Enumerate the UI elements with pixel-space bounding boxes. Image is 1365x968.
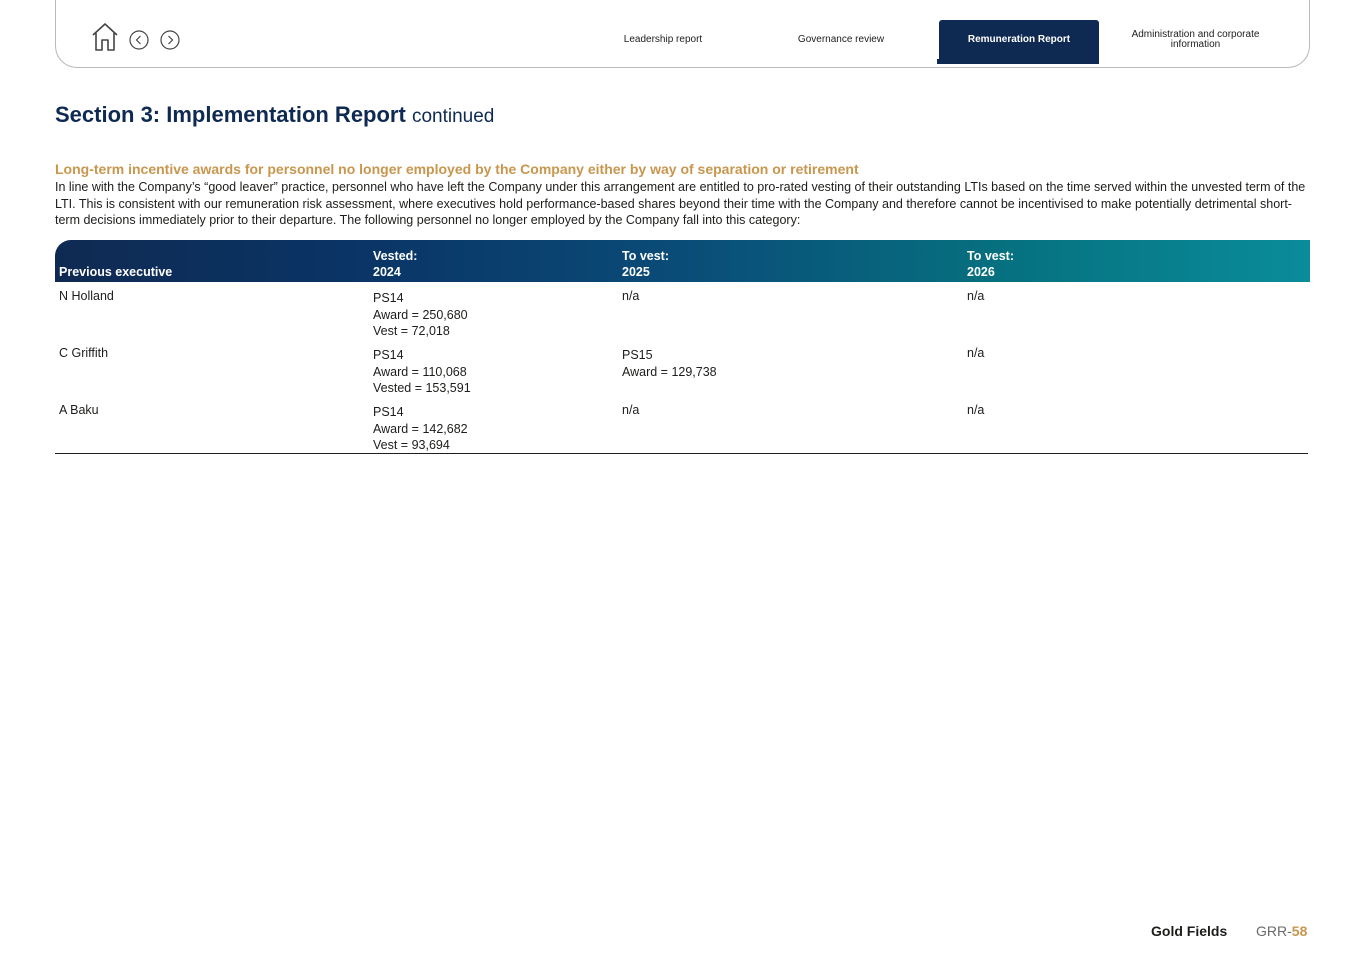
header-to-vest-2026: To vest: 2026: [967, 249, 1014, 279]
header-previous-executive: Previous executive: [59, 265, 173, 279]
active-tab-indicator: [937, 59, 1099, 64]
table-bottom-rule: [55, 453, 1308, 454]
table-row: [55, 282, 1310, 339]
lti-awards-table: [55, 240, 1310, 453]
top-navigation-bar: [55, 0, 1310, 68]
cell-vested-2024: PS14 Award = 250,680 Vest = 72,018: [373, 291, 468, 338]
intro-paragraph: In line with the Company’s “good leaver” practice, personnel who have left the Company under this arrangement are entitled to pro-rated vesting of their outstanding LTIs based on the time served within the unvested term of the LTI. This is consistent with our remuneration risk assessment, where executives hold performance-based shares beyond their time with the Company and therefore cannot be incentivised to make potentially detrimental short-term decisions immediately prior to their departure. The following personnel no longer employed by the Company fall into this category:: [55, 180, 1306, 228]
subheading: Long-term incentive awards for personnel no longer employed by the Company either by way of separation or retirement: [55, 161, 859, 177]
cell-name: C Griffith: [59, 346, 109, 360]
section-title-suffix: continued: [411, 106, 495, 127]
cell-to-vest-2026: n/a: [967, 346, 985, 360]
cell-to-vest-2025: n/a: [622, 403, 640, 417]
tab-remuneration-report[interactable]: Remuneration Report: [939, 20, 1099, 60]
back-arrow-icon[interactable]: [129, 30, 149, 50]
table-row: [55, 339, 1310, 396]
header-vested-2024: Vested: 2024: [373, 249, 418, 279]
cell-to-vest-2025: PS15 Award = 129,738: [622, 348, 717, 379]
page-number: GRR-58: [1256, 923, 1308, 939]
page-title: [55, 102, 494, 128]
cell-vested-2024: PS14 Award = 142,682 Vest = 93,694: [373, 405, 468, 452]
cell-vested-2024: PS14 Award = 110,068 Vested = 153,591: [373, 348, 471, 395]
cell-name: N Holland: [59, 289, 114, 303]
forward-arrow-icon[interactable]: [160, 30, 180, 50]
table-row: [55, 396, 1310, 453]
table-header: [55, 240, 1310, 282]
section-title-main: Section 3: Implementation Report: [55, 102, 406, 127]
cell-to-vest-2026: n/a: [967, 403, 985, 417]
header-to-vest-2025: To vest: 2025: [622, 249, 669, 279]
home-icon[interactable]: [91, 22, 119, 52]
cell-to-vest-2026: n/a: [967, 289, 985, 303]
tab-leadership-report[interactable]: Leadership report: [623, 34, 703, 45]
footer-brand: Gold Fields: [1151, 923, 1228, 939]
tab-governance-review[interactable]: Governance review: [797, 34, 885, 45]
cell-to-vest-2025: n/a: [622, 289, 640, 303]
cell-name: A Baku: [59, 403, 99, 417]
tab-administration-corporate-information[interactable]: Administration and corporate information: [1131, 29, 1260, 50]
